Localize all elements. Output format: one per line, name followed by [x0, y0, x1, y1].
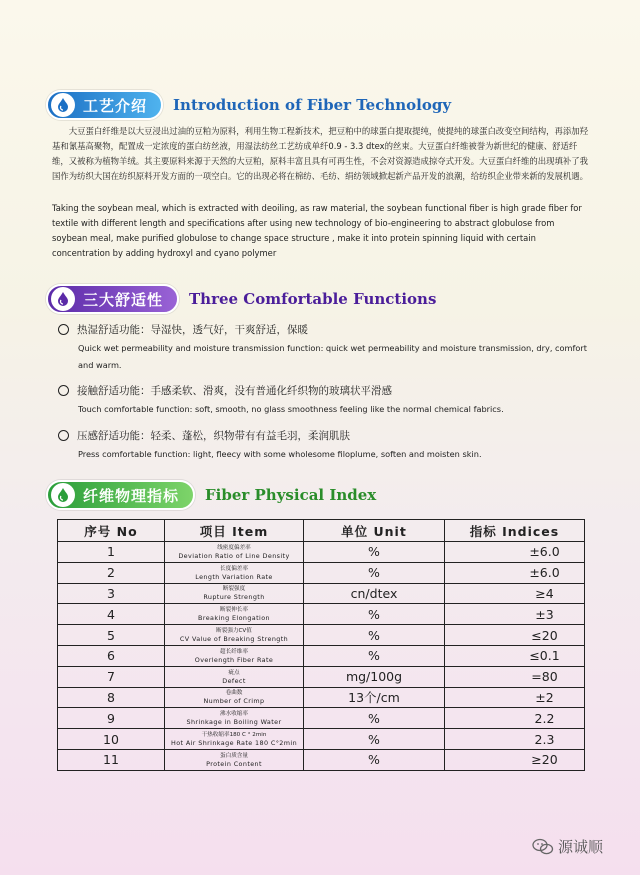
watermark-text: 源诚顺	[558, 838, 604, 856]
item-cn: 卷曲数	[225, 690, 243, 697]
cell-no: 10	[58, 729, 165, 750]
cell-no: 1	[58, 542, 165, 563]
table-row	[58, 583, 585, 604]
physical-cn-title: 纤维物理指标	[83, 486, 180, 505]
section-header-comfort	[46, 284, 436, 314]
cell-item	[165, 562, 304, 583]
function-item	[58, 322, 598, 374]
header-item: 项目 Item	[165, 520, 304, 542]
item-en: Hot Air Shrinkage Rate 180 C°2min	[170, 739, 298, 748]
comfort-cn-title: 三大舒适性	[83, 290, 164, 309]
cell-no: 11	[58, 749, 165, 770]
function-title: 热湿舒适功能：导湿快，透气好，干爽舒适，保暖	[77, 324, 308, 336]
cell-item	[165, 604, 304, 625]
cell-unit: %	[304, 604, 445, 625]
item-en: Breaking Elongation	[198, 614, 270, 623]
section-header-physical	[46, 480, 376, 510]
cell-item	[165, 583, 304, 604]
cell-no: 8	[58, 687, 165, 708]
function-item	[58, 383, 598, 418]
cell-indices: ±2	[445, 687, 585, 708]
item-en: Length Variation Rate	[195, 572, 273, 581]
cell-no: 4	[58, 604, 165, 625]
table-row	[58, 604, 585, 625]
function-description: Touch comfortable function: soft, smooth, no glass smoothness feeling like the normal chemical fabrics.	[78, 404, 504, 414]
item-cn: 干热收缩率180 C ° 2min	[201, 732, 267, 739]
table-row	[58, 749, 585, 770]
table-row	[58, 645, 585, 666]
cell-unit: 13个/cm	[304, 687, 445, 708]
cell-unit: mg/100g	[304, 666, 445, 687]
function-description: Quick wet permeability and moisture transmission function: quick wet permeability and moisture transmission, dry, comfort and warm.	[78, 343, 587, 370]
cell-item	[165, 645, 304, 666]
cell-indices: ±6.0	[445, 562, 585, 583]
cell-indices: ±6.0	[445, 542, 585, 563]
header-indices: 指标 Indices	[445, 520, 585, 542]
item-cn: 疵点	[228, 669, 240, 676]
table-row	[58, 562, 585, 583]
item-cn: 长度偏差率	[220, 565, 248, 572]
cell-indices: ≤20	[445, 625, 585, 646]
cell-indices: ±3	[445, 604, 585, 625]
drop-icon	[51, 93, 75, 117]
header-unit: 单位 Unit	[304, 520, 445, 542]
comfort-pill	[46, 284, 179, 314]
tech-pill	[46, 90, 163, 120]
cell-unit: %	[304, 708, 445, 729]
cell-item	[165, 749, 304, 770]
item-cn: 沸水收缩率	[220, 711, 248, 718]
circle-bullet-icon	[58, 385, 69, 396]
cell-indices: ≥20	[445, 749, 585, 770]
cell-item	[165, 666, 304, 687]
cell-no: 6	[58, 645, 165, 666]
cell-indices: 2.3	[445, 729, 585, 750]
cell-no: 9	[58, 708, 165, 729]
cell-unit: %	[304, 749, 445, 770]
item-en: CV Value of Breaking Strength	[179, 635, 289, 644]
item-en: Shrinkage in Boiling Water	[186, 718, 282, 727]
cell-unit: cn/dtex	[304, 583, 445, 604]
item-en: Defect	[222, 676, 246, 685]
drop-icon	[51, 287, 75, 311]
cell-no: 5	[58, 625, 165, 646]
cell-unit: %	[304, 562, 445, 583]
cell-indices: 2.2	[445, 708, 585, 729]
table-row	[58, 625, 585, 646]
table-row	[58, 666, 585, 687]
physical-index-table	[57, 519, 585, 771]
cell-no: 7	[58, 666, 165, 687]
cell-unit: %	[304, 625, 445, 646]
table-row	[58, 687, 585, 708]
item-en: Rupture Strength	[203, 593, 265, 602]
table-row	[58, 542, 585, 563]
wechat-icon	[532, 838, 554, 856]
cell-unit: %	[304, 729, 445, 750]
cell-item	[165, 687, 304, 708]
item-en: Number of Crimp	[203, 697, 265, 706]
cell-no: 2	[58, 562, 165, 583]
physical-pill	[46, 480, 195, 510]
item-cn: 断裂伸长率	[220, 607, 248, 614]
table-row	[58, 729, 585, 750]
section-header-tech	[46, 90, 451, 120]
cell-indices: ≥4	[445, 583, 585, 604]
cell-indices: =80	[445, 666, 585, 687]
table-row	[58, 708, 585, 729]
item-en: Deviation Ratio of Line Density	[178, 551, 290, 560]
cell-no: 3	[58, 583, 165, 604]
cell-item	[165, 625, 304, 646]
item-en: Protein Content	[206, 759, 262, 768]
tech-en-title: Introduction of Fiber Technology	[173, 96, 452, 114]
drop-icon	[51, 483, 75, 507]
physical-en-title: Fiber Physical Index	[205, 486, 377, 504]
tech-en-paragraph: Taking the soybean meal, which is extracted with deoiling, as raw material, the soybean functional fiber is high grade fiber for textile with different length and specifications after using new technology of bio-engineering to abstract globulose from soybean meal, make purified globulose to change space structure , make it into protein spinning liquid with certain concentration by adding hydroxyl and cyano polymer	[52, 203, 582, 258]
item-cn: 线密度偏差率	[217, 544, 251, 551]
cell-item	[165, 542, 304, 563]
cell-indices: ≤0.1	[445, 645, 585, 666]
function-title: 压感舒适功能：轻柔、蓬松，织物带有有益毛羽，柔润肌肤	[77, 430, 350, 442]
header-no: 序号 No	[58, 520, 165, 542]
item-cn: 断裂强度	[222, 586, 246, 593]
circle-bullet-icon	[58, 430, 69, 441]
function-item	[58, 428, 598, 463]
tech-cn-paragraph: 大豆蛋白纤维是以大豆浸出过油的豆粕为原料，利用生物工程新技术，把豆粕中的球蛋白提取提纯，使提纯的球蛋白改变空间结构，再添加羟基和氰基高聚物，配置成一定浓度的蛋白纺丝液，用湿法纺丝工艺纺成单纤0.9 - 3.3 dtex的丝束。大豆蛋白纤维被誉为新世纪的健康、舒适纤维，又被称为植物羊绒。其主要原料来源于天然的大豆粕，原料丰富且具有可再生性，不会对资源造成掠夺式开发。大豆蛋白纤维的出现填补了我国作为纺织大国在纺织原料开发方面的一项空白。它的出现必将在棉纺、毛纺、绢纺领域掀起新产品开发的浪潮，给纺织企业带来新的发展机遇。	[52, 126, 589, 181]
item-cn: 断裂强力CV值	[216, 628, 252, 635]
function-title: 接触舒适功能：手感柔软、滑爽，没有普通化纤织物的玻璃状平滑感	[77, 385, 392, 397]
cell-item	[165, 729, 304, 750]
item-en: Overlength Fiber Rate	[194, 655, 274, 664]
cell-unit: %	[304, 542, 445, 563]
item-cn: 蛋白质含量	[220, 752, 248, 759]
cell-unit: %	[304, 645, 445, 666]
table-header-row	[58, 520, 585, 542]
tech-cn-title: 工艺介绍	[83, 96, 148, 115]
comfort-en-title: Three Comfortable Functions	[189, 290, 437, 308]
cell-item	[165, 708, 304, 729]
function-description: Press comfortable function: light, fleecy with some wholesome filoplume, soften and moisten skin.	[78, 449, 482, 459]
watermark-logo	[532, 836, 603, 857]
item-cn: 超长纤维率	[220, 648, 248, 655]
circle-bullet-icon	[58, 324, 69, 335]
